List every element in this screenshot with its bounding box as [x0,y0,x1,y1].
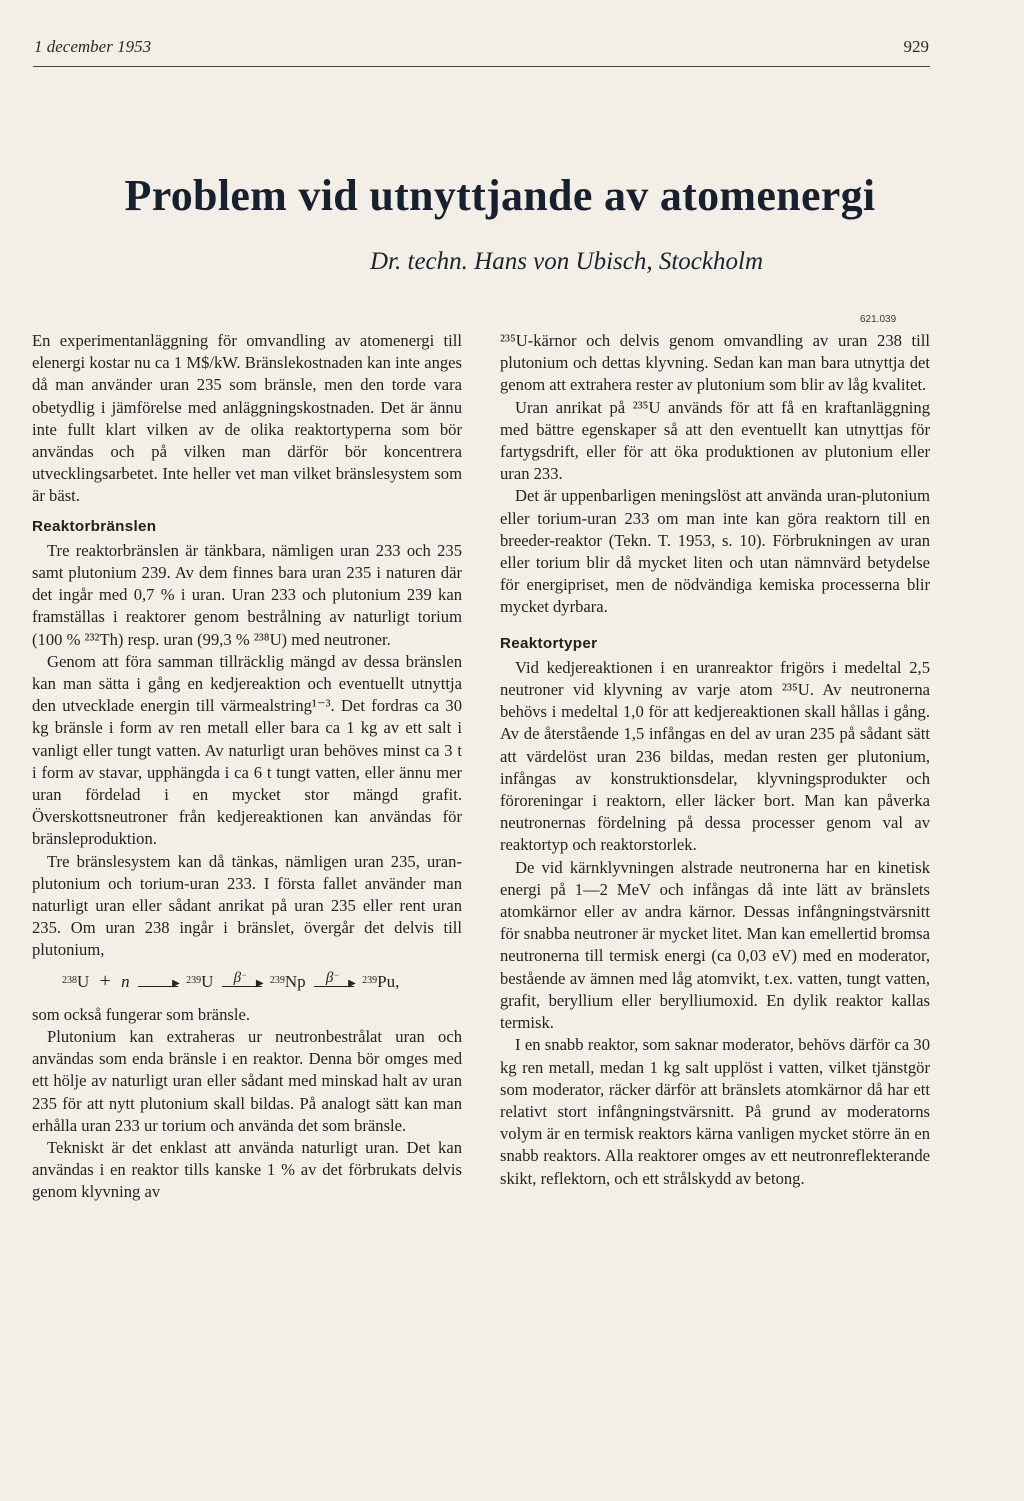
section-heading-reaktortyper: Reaktortyper [500,634,598,652]
paragraph: De vid kärnklyvningen alstrade neutronerna har en kinetisk energi på 1—2 MeV och infångas då inte lätt av bränslets atomkärnor eller av andra kärnor. Dessas infångningstvärsnitt för snabba neutroner är mycket litet. Man kan emellertid bromsa neutronerna till termisk energi (ca 0,03 eV) med en moderator, bestående av ämnen med låg atomvikt, t.ex. vatten, tungt vatten, grafit, beryllium eller berylliumoxid. En dylik reaktor kallas termisk. [500,857,930,1033]
article-author: Dr. techn. Hans von Ubisch, Stockholm [370,248,763,275]
article-title: Problem vid utnyttjande av atomenergi [124,171,876,220]
beta-decay-arrow: β− ▶ [314,984,354,987]
header-rule [33,66,930,67]
beta-decay-arrow: β− ▶ [222,984,262,987]
paragraph: som också fungerar som bränsle. [32,1004,250,1024]
u238-term: $^{238}$U [62,971,90,991]
paragraph: Tekniskt är det enklast att använda naturligt uran. Det kan användas i en reaktor tills kanske 1 % av det förbrukats delvis genom klyvning av [32,1137,462,1202]
np239-term: $^{239}$Np [269,971,306,991]
paragraph: Uran anrikat på ²³⁵U används för att få en kraftanläggning med bättre egenskaper så att den eventuellt kan utnyttjas för fartygsdrift, eller för att öka produktionen av plutonium eller uran 233. [500,397,930,484]
left-column [32,330,462,1204]
right-column [500,330,930,1190]
paragraph: Tre bränslesystem kan då tänkas, nämligen uran 235, uran-plutonium och torium-uran 233. I första fallet använder man naturligt uran eller sådant anrikat på uran 235 eller rent uran 235. Om uran 238 ingår i bränslet, övergår det delvis till plutonium, [32,851,462,960]
decay-formula [62,970,462,1000]
paragraph: Tre reaktorbränslen är tänkbara, nämligen uran 233 och 235 samt plutonium 239. Av dem finnes bara uran 235 i naturen där det ingår med 0,7 % i uran. Uran 233 och plutonium 239 kan framställas i reaktorer genom bestrålning av naturligt torium (100 % ²³²Th) resp. uran (99,3 % ²³⁸U) med neutroner. [32,540,462,649]
pu239-term: $^{239}$Pu, [362,971,400,991]
udc-classification: 621.039 [860,314,897,325]
paragraph: Plutonium kan extraheras ur neutronbestrålat uran och användas som enda bränsle i en reaktor. Denna bör omges med ett hölje av naturligt uran eller sådant med minskad halt av uran 235 för att nytt plutonium skall bildas. På analogt sätt kan man erhålla uran 233 ur torium och använda det som bränsle. [32,1026,462,1135]
reaction-arrow: ▶ [138,984,178,987]
paragraph: Det är uppenbarligen meningslöst att använda uran-plutonium eller torium-uran 233 om man inte kan göra reaktorn till en breeder-reaktor (Tekn. T. 1953, s. 10). Förbrukningen av uran eller torium blir då mycket liten och utan nämnvärd betydelse för energipriset, men de nödvändiga kemiska processerna blir mycket dyrbara. [500,486,930,617]
header-date: 1 december 1953 [34,37,152,56]
u239-term: $^{239}$U [186,971,214,991]
paragraph: Genom att föra samman tillräcklig mängd av dessa bränslen kan man sätta i gång en kedjereaktion och eventuellt utnyttja den utvecklade energin till värmealstring¹⁻³. Det fordras ca 30 kg bränsle i form av ren metall eller bara ca 1 kg av ett salt i vanligt eller tungt vatten. Av naturligt uran behöves minst ca 3 t i form av stavar, upphängda i ca 6 t tungt vatten, eller ännu mer uran fördelad i en mycket stor mängd grafit. Överskottsneutroner från kedjereaktionen kan användas för bränsleproduktion. [32,651,462,849]
paragraph: Vid kedjereaktionen i en uranreaktor frigörs i medeltal 2,5 neutroner vid klyvning av varje atom ²³⁵U. Av neutronerna behövs i medeltal 1,0 för att kedjereaktionen skall hållas i gång. Av de återstående 1,5 infångas en del av uran 235 på sådant sätt att värdelöst uran 236 bildas, medan resten ger plutonium, infångas av konstruktionsdelar, klyvningsprodukter och föroreningar i reaktorn, eller läcker bort. Man kan påverka neutronernas fördelning på dessa processer genom val av reaktortyp och reaktorstorlek. [500,657,930,855]
intro-paragraph: En experimentanläggning för omvandling av atomenergi till elenergi kostar nu ca 1 M$/kW. Bränslekostnaden kan inte anges då man använder uran 235 som bränsle, men den torde vara obetydlig i jämförelse med anläggningskostnaden. Det är ännu inte fullt klart vilken av de olika reaktortyperna som bör användas och på vilken man därför bör koncentrera utvecklingsarbetet. Inte heller vet man vilket bränslesystem som är bäst. [32,331,462,506]
section-heading-reaktorbranslen: Reaktorbränslen [32,517,157,535]
plus-sign: + [99,969,111,992]
paragraph: I en snabb reaktor, som saknar moderator, behövs därför ca 30 kg ren metall, medan 1 kg salt upplöst i vatten, vilket tjänstgör som moderator, räcker därför att bränslets atomkärnor då har ett relativt stort infångningstvärsnitt. På grund av moderatorns volym är en termisk reaktors kärna vanligen mycket större än en snabb reaktors. Alla reaktorer omges av ett neutronreflekterande skikt, reflektorn, och ett strålskydd av betong. [500,1035,930,1188]
neutron-symbol: n [121,971,130,991]
page-number: 929 [903,37,929,56]
paragraph: ²³⁵U-kärnor och delvis genom omvandling av uran 238 till plutonium och dettas klyvning. Sedan kan man bara utnyttja det genom att extrahera rester av plutonium som blir av låg kvalitet. [500,331,930,395]
